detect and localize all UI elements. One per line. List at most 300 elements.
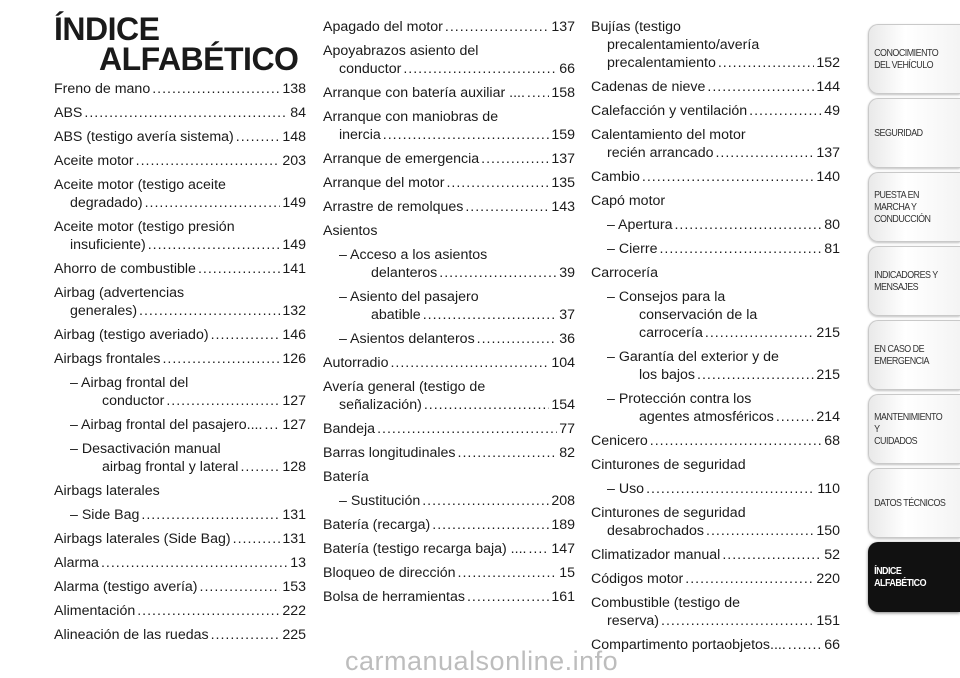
dot-leader (423, 306, 558, 324)
dot-leader (145, 194, 281, 212)
page-number: 149 (282, 237, 306, 253)
index-heading: Capó motor (591, 193, 666, 209)
entry-text: Combustible (testigo de (591, 595, 741, 611)
page-number: 220 (816, 571, 840, 587)
dot-leader (432, 516, 549, 534)
index-entry (591, 102, 840, 120)
entry-line (591, 612, 840, 630)
dot-leader (141, 506, 280, 524)
entry-text: Cadenas de nieve (591, 79, 706, 95)
dot-leader (650, 432, 822, 450)
entry-line (607, 366, 840, 384)
entry-line (323, 516, 575, 534)
dot-leader (445, 18, 549, 36)
entry-text: Bujías (testigo (591, 19, 681, 35)
entry-text: Alarma (54, 555, 99, 571)
entry-text: Airbags laterales (Side Bag) (54, 531, 231, 547)
dot-leader (788, 636, 822, 654)
entry-text-cont: precalentamiento/avería (607, 37, 760, 53)
index-entry (591, 546, 840, 564)
dot-leader (383, 126, 550, 144)
dot-leader (646, 480, 815, 498)
entry-line (54, 128, 306, 146)
index-entry (323, 378, 575, 414)
entry-text: ABS (testigo avería sistema) (54, 129, 234, 145)
entry-line (323, 420, 575, 438)
chapter-tab[interactable] (868, 24, 960, 94)
entry-text: – Uso (607, 481, 645, 497)
index-entry (54, 176, 306, 212)
entry-line (323, 444, 575, 462)
dot-leader (528, 540, 549, 558)
entry-text: – Asientos delanteros (339, 331, 475, 347)
page-number: 37 (559, 307, 575, 323)
page-number: 140 (816, 169, 840, 185)
entry-text-cont: generales) (70, 303, 138, 319)
page-number: 84 (290, 105, 306, 121)
page-number: 68 (824, 433, 840, 449)
entry-text: Cambio (591, 169, 640, 185)
entry-line (323, 150, 575, 168)
entry-text: – Cierre (607, 241, 658, 257)
page-number: 135 (551, 175, 575, 191)
entry-text: Autorradio (323, 355, 389, 371)
dot-leader (674, 216, 822, 234)
entry-line (70, 506, 306, 524)
index-entry (591, 168, 840, 186)
entry-text: Climatizador manual (591, 547, 721, 563)
index-column-2 (323, 18, 575, 612)
entry-text: Ahorro de combustible (54, 261, 196, 277)
entry-text-cont: precalentamiento (607, 55, 716, 71)
index-entry (591, 348, 840, 384)
index-entry (323, 444, 575, 462)
entry-text: Alarma (testigo avería) (54, 579, 198, 595)
entry-text: Barras longitudinales (323, 445, 456, 461)
page-number: 80 (824, 217, 840, 233)
entry-line (607, 216, 840, 234)
page-number: 144 (816, 79, 840, 95)
entry-line (323, 60, 575, 78)
entry-line (54, 104, 306, 122)
page-number: 49 (824, 103, 840, 119)
page-number: 149 (282, 195, 306, 211)
page-number: 152 (816, 55, 840, 71)
dot-leader (465, 198, 549, 216)
index-entry (54, 554, 306, 572)
index-entry (54, 80, 306, 98)
entry-line (323, 588, 575, 606)
entry-text: – Asiento del pasajero (339, 289, 479, 305)
entry-text: Aceite motor (54, 153, 134, 169)
page-number: 81 (824, 241, 840, 257)
entry-text: ABS (54, 105, 83, 121)
dot-leader (706, 522, 814, 540)
entry-text-cont: delanteros (371, 265, 438, 281)
index-entry (591, 432, 840, 450)
index-entry (54, 104, 306, 122)
dot-leader (162, 350, 280, 368)
chapter-tab-label: MANTENIMIENTO Y CUIDADOS (874, 411, 943, 447)
page-number: 137 (816, 145, 840, 161)
entry-line (591, 78, 840, 96)
index-entry (323, 288, 575, 324)
index-entry (323, 516, 575, 534)
index-entry (54, 578, 306, 596)
entry-line (54, 578, 306, 596)
dot-leader (659, 240, 822, 258)
page-number: 161 (551, 589, 575, 605)
entry-line (323, 174, 575, 192)
entry-text: Compartimento portaobjetos.... (591, 637, 786, 653)
entry-line (607, 480, 840, 498)
index-entry (323, 420, 575, 438)
page-number: 77 (559, 421, 575, 437)
index-entry (54, 152, 306, 170)
entry-text-cont: abatible (371, 307, 421, 323)
index-entry (54, 218, 306, 254)
entry-line (70, 416, 306, 434)
entry-text: Códigos motor (591, 571, 684, 587)
entry-line (54, 626, 306, 644)
entry-line (54, 350, 306, 368)
entry-text-cont: degradado) (70, 195, 143, 211)
chapter-tab-label: DATOS TÉCNICOS (874, 497, 946, 509)
entry-text: – Sustitución (339, 493, 421, 509)
chapter-tab-label: INDICADORES Y MENSAJES (874, 269, 938, 293)
index-entry (591, 480, 840, 498)
chapter-tab[interactable] (868, 246, 960, 316)
chapter-tab-label: CONOCIMIENTO DEL VEHÍCULO (874, 47, 939, 71)
page-number: 131 (282, 507, 306, 523)
index-entry (54, 626, 306, 644)
entry-text: Calentamiento del motor (591, 127, 746, 143)
entry-text-cont: insuficiente) (70, 237, 146, 253)
dot-leader (481, 150, 549, 168)
dot-leader (705, 324, 814, 342)
entry-line (54, 194, 306, 212)
page-number: 126 (282, 351, 306, 367)
page-number: 104 (551, 355, 575, 371)
entry-line (323, 198, 575, 216)
index-entry (54, 530, 306, 548)
page-number: 66 (824, 637, 840, 653)
entry-line (54, 530, 306, 548)
entry-line (591, 168, 840, 186)
index-entry (323, 246, 575, 282)
page-number: 147 (551, 541, 575, 557)
index-entry (323, 354, 575, 372)
page-number: 131 (282, 531, 306, 547)
entry-text-cont: reserva) (607, 613, 660, 629)
index-entry (323, 588, 575, 606)
index-entry (591, 18, 840, 72)
entry-text: – Consejos para la (607, 289, 726, 305)
dot-leader (403, 60, 557, 78)
index-entry (323, 540, 575, 558)
dot-leader (642, 168, 814, 186)
dot-leader (776, 408, 814, 426)
page-number: 110 (817, 481, 840, 497)
entry-text: – Airbag frontal del pasajero.... (70, 417, 263, 433)
page-number: 36 (559, 331, 575, 347)
title-line-1: ÍNDICE (54, 11, 160, 47)
dot-leader (148, 236, 281, 254)
entry-line (323, 564, 575, 582)
entry-text: Cenicero (591, 433, 648, 449)
page-number: 66 (559, 61, 575, 77)
index-entry (591, 570, 840, 588)
dot-leader (390, 354, 549, 372)
page-number: 39 (559, 265, 575, 281)
page-number: 208 (551, 493, 575, 509)
index-entry (591, 240, 840, 258)
index-entry (323, 174, 575, 192)
entry-line (54, 554, 306, 572)
dot-leader (377, 420, 557, 438)
dot-leader (152, 80, 280, 98)
dot-leader (477, 330, 558, 348)
entry-line (591, 432, 840, 450)
dot-leader (236, 128, 281, 146)
entry-text: Arranque con maniobras de (323, 109, 499, 125)
entry-text: Airbag (testigo averiado) (54, 327, 209, 343)
entry-text: – Protección contra los (607, 391, 752, 407)
dot-leader (458, 564, 558, 582)
entry-line (323, 18, 575, 36)
dot-leader (458, 444, 558, 462)
dot-leader (136, 152, 281, 170)
page-title (54, 11, 299, 77)
index-entry (54, 260, 306, 278)
entry-text-cont: conductor (339, 61, 402, 77)
index-entry (54, 350, 306, 368)
index-entry (54, 416, 306, 434)
page-number: 151 (816, 613, 840, 629)
dot-leader (446, 174, 549, 192)
page-number: 189 (551, 517, 575, 533)
dot-leader (685, 570, 814, 588)
index-heading: Cinturones de seguridad (591, 457, 746, 473)
index-entry (54, 326, 306, 344)
entry-text: Arranque de emergencia (323, 151, 480, 167)
entry-text: – Acceso a los asientos (339, 247, 488, 263)
dot-leader (198, 260, 280, 278)
entry-line (54, 302, 306, 320)
page-number: 128 (282, 459, 306, 475)
entry-line (607, 408, 840, 426)
entry-text: Cinturones de seguridad (591, 505, 746, 521)
page-number: 132 (282, 303, 306, 319)
index-heading: Asientos (323, 223, 378, 239)
dot-leader (166, 392, 280, 410)
entry-text: Aceite motor (testigo aceite (54, 177, 226, 193)
page-number: 214 (816, 409, 840, 425)
index-entry (591, 288, 840, 342)
entry-text: Airbags frontales (54, 351, 161, 367)
entry-line (339, 264, 575, 282)
entry-text-cont: conservación de la (639, 307, 758, 323)
index-column-3 (591, 18, 840, 660)
dot-leader (264, 416, 280, 434)
page-number: 13 (290, 555, 306, 571)
entry-text-cont: conductor (102, 393, 165, 409)
entry-text: Arranque con batería auxiliar .... (323, 85, 525, 101)
entry-line (323, 126, 575, 144)
entry-line (591, 546, 840, 564)
dot-leader (84, 104, 288, 122)
entry-line (591, 144, 840, 162)
entry-text: – Airbag frontal del (70, 375, 189, 391)
page-number: 82 (559, 445, 575, 461)
index-entry (591, 504, 840, 540)
index-entry (54, 602, 306, 620)
index-heading: Batería (323, 469, 369, 485)
page-number: 159 (551, 127, 575, 143)
chapter-tab[interactable] (868, 320, 960, 390)
page-number: 138 (282, 81, 306, 97)
index-entry (323, 198, 575, 216)
dot-leader (233, 530, 281, 548)
chapter-tab[interactable] (868, 542, 960, 612)
dot-leader (137, 602, 280, 620)
entry-text: – Side Bag (70, 507, 140, 523)
entry-text-cont: inercia (339, 127, 381, 143)
entry-text: Apoyabrazos asiento del (323, 43, 479, 59)
index-entry (323, 150, 575, 168)
index-entry (323, 84, 575, 102)
entry-text: Bloqueo de dirección (323, 565, 456, 581)
entry-line (591, 54, 840, 72)
page-number: 158 (551, 85, 575, 101)
dot-leader (749, 102, 822, 120)
page-number: 203 (282, 153, 306, 169)
index-entry (591, 636, 840, 654)
entry-text: – Apertura (607, 217, 673, 233)
entry-line (591, 522, 840, 540)
entry-line (323, 354, 575, 372)
index-entry (591, 126, 840, 162)
index-entry (323, 108, 575, 144)
index-entry (323, 42, 575, 78)
index-entry (54, 374, 306, 410)
entry-text: Arrastre de remolques (323, 199, 464, 215)
dot-leader (240, 458, 280, 476)
entry-text-cont: airbag frontal y lateral (102, 459, 239, 475)
entry-text-cont: los bajos (639, 367, 695, 383)
entry-line (54, 80, 306, 98)
dot-leader (722, 546, 822, 564)
dot-leader (422, 492, 549, 510)
index-entry (323, 564, 575, 582)
dot-leader (211, 626, 281, 644)
entry-line (70, 458, 306, 476)
entry-text-cont: señalización) (339, 397, 422, 413)
chapter-tab-label: PUESTA EN MARCHA Y CONDUCCIÓN (874, 189, 931, 225)
entry-line (591, 102, 840, 120)
page-number: 127 (282, 417, 306, 433)
entry-line (54, 326, 306, 344)
page-number: 154 (551, 397, 575, 413)
dot-leader (467, 588, 549, 606)
chapter-tab[interactable] (868, 394, 960, 464)
page-number: 146 (282, 327, 306, 343)
entry-text: Apagado del motor (323, 19, 443, 35)
chapter-tab[interactable] (868, 468, 960, 538)
index-heading: Airbags laterales (54, 483, 160, 499)
entry-text: Avería general (testigo de (323, 379, 486, 395)
entry-line (339, 492, 575, 510)
entry-line (339, 330, 575, 348)
entry-line (591, 570, 840, 588)
dot-leader (661, 612, 814, 630)
page-number: 15 (559, 565, 575, 581)
entry-text: Bandeja (323, 421, 376, 437)
watermark: carmanualsonline.info (345, 646, 619, 676)
chapter-tab[interactable] (868, 172, 960, 242)
title-line-2: ALFABÉTICO (99, 41, 299, 77)
entry-line (54, 236, 306, 254)
page-number: 148 (282, 129, 306, 145)
page-number: 127 (282, 393, 306, 409)
page-number: 137 (551, 151, 575, 167)
entry-text: Arranque del motor (323, 175, 445, 191)
entry-text-cont: desabrochados (607, 523, 705, 539)
chapter-tab[interactable] (868, 98, 960, 168)
index-entry (54, 128, 306, 146)
dot-leader (697, 366, 814, 384)
page-number: 141 (282, 261, 306, 277)
entry-line (323, 396, 575, 414)
dot-leader (211, 326, 281, 344)
entry-text: – Garantía del exterior y de (607, 349, 779, 365)
dot-leader (707, 78, 814, 96)
entry-text-cont: agentes atmosféricos (639, 409, 774, 425)
entry-line (54, 602, 306, 620)
dot-leader (424, 396, 550, 414)
chapter-tabs (868, 24, 960, 616)
index-column-1 (54, 80, 306, 650)
dot-leader (101, 554, 288, 572)
dot-leader (439, 264, 557, 282)
index-entry (54, 284, 306, 320)
index-entry (54, 506, 306, 524)
entry-line (70, 392, 306, 410)
page-number: 222 (282, 603, 306, 619)
page-number: 153 (282, 579, 306, 595)
entry-text: Calefacción y ventilación (591, 103, 748, 119)
entry-line (54, 152, 306, 170)
entry-line (323, 540, 575, 558)
entry-text: Batería (testigo recarga baja) .... (323, 541, 527, 557)
entry-text: Alineación de las ruedas (54, 627, 209, 643)
page-number: 150 (816, 523, 840, 539)
entry-text-cont: recién arrancado (607, 145, 714, 161)
entry-text: Aceite motor (testigo presión (54, 219, 235, 235)
dot-leader (715, 144, 814, 162)
chapter-tab-label: EN CASO DE EMERGENCIA (874, 343, 930, 367)
index-entry (591, 390, 840, 426)
entry-line (323, 84, 575, 102)
page-number: 52 (824, 547, 840, 563)
index-entry (591, 216, 840, 234)
page-number: 137 (551, 19, 575, 35)
page-number: 215 (816, 367, 840, 383)
index-heading: Carrocería (591, 265, 659, 281)
page-number: 225 (282, 627, 306, 643)
index-entry (591, 78, 840, 96)
entry-line (607, 324, 840, 342)
